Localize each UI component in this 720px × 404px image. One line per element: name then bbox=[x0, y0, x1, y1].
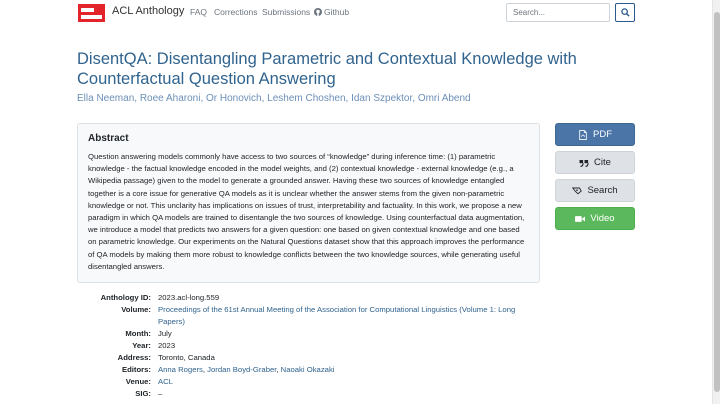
cite-button[interactable] bbox=[555, 151, 635, 174]
detail-value: July bbox=[158, 329, 172, 338]
file-pdf-icon bbox=[578, 130, 588, 140]
author-separator: , bbox=[200, 93, 206, 104]
author-separator: , bbox=[261, 93, 268, 104]
search-icon bbox=[572, 186, 582, 196]
venue-link[interactable]: ACL bbox=[158, 377, 173, 386]
author-separator: , bbox=[134, 93, 140, 104]
detail-value bbox=[158, 376, 518, 388]
detail-row-volume bbox=[77, 304, 537, 328]
detail-row-year bbox=[77, 340, 537, 352]
volume-link[interactable]: Proceedings of the 61st Annual Meeting of the Association for Computational Linguistics (Volume 1: Long Papers) bbox=[158, 305, 516, 326]
detail-row-month bbox=[77, 328, 537, 340]
editor-link[interactable]: Jordan Boyd-Graber bbox=[207, 365, 277, 374]
top-navbar bbox=[0, 0, 712, 26]
search-input[interactable] bbox=[506, 3, 610, 22]
author-link[interactable]: Leshem Choshen bbox=[267, 93, 346, 104]
paper-title: DisentQA: Disentangling Parametric and Contextual Knowledge with Counterfactual Question Answering bbox=[77, 50, 577, 88]
detail-value bbox=[158, 364, 518, 376]
search-button[interactable] bbox=[615, 3, 635, 22]
editor-link[interactable]: Anna Rogers bbox=[158, 365, 203, 374]
acl-logo-icon[interactable] bbox=[78, 4, 105, 22]
paper-details bbox=[77, 292, 537, 400]
github-icon bbox=[314, 8, 322, 16]
page-scrollbar[interactable] bbox=[712, 0, 720, 404]
detail-row-anthology-id bbox=[77, 292, 537, 304]
quote-icon bbox=[579, 158, 589, 168]
author-link[interactable]: Idan Szpektor bbox=[351, 93, 413, 104]
nav-link-corrections[interactable]: Corrections bbox=[214, 7, 258, 17]
detail-row-sig bbox=[77, 388, 537, 400]
author-separator: , bbox=[345, 93, 352, 104]
author-separator: , bbox=[412, 93, 418, 104]
pdf-button[interactable] bbox=[555, 123, 635, 146]
abstract-text: Question answering models commonly have access to two sources of “knowledge” during inference time: (1) parametric knowledge - the factual knowledge encoded in the model weights, and (2) contextual knowledge - external knowledge (e.g., a Wikipedia passage) given to the model to generate a grounded answer. Having these two sources of knowledge entangled together is a core issue for generative QA models as it is unclear whether the answer stems from the given non-parametric knowledge or not. This unclarity has implications on issues of trust, interpretability and factuality. In this work, we propose a new paradigm in which QA models are trained to disentangle the two sources of knowledge. Using counterfactual data augmentation, we introduce a model that predicts two answers for a given question: one based on given contextual knowledge and one based on parametric knowledge. Our experiments on the Natural Questions dataset show that this approach improves the performance of QA models by making them more robust to knowledge conflicts between the two knowledge sources, while generating useful disentangled answers. bbox=[88, 152, 525, 271]
detail-row-venue bbox=[77, 376, 537, 388]
video-camera-icon bbox=[575, 214, 585, 224]
search-icon bbox=[621, 8, 630, 17]
abstract-card bbox=[77, 123, 540, 283]
detail-label: Venue: bbox=[125, 377, 151, 386]
abstract-heading: Abstract bbox=[88, 133, 129, 144]
video-button-label: Video bbox=[590, 213, 615, 224]
editor-separator: , bbox=[276, 365, 281, 374]
author-link[interactable]: Or Honovich bbox=[206, 93, 262, 104]
detail-value: – bbox=[158, 389, 163, 398]
author-link[interactable]: Omri Abend bbox=[417, 93, 471, 104]
cite-button-label: Cite bbox=[594, 157, 611, 168]
author-link[interactable]: Roee Aharoni bbox=[139, 93, 201, 104]
search-button-label: Search bbox=[587, 185, 618, 196]
editor-separator: , bbox=[202, 365, 208, 374]
nav-link-github-label: Github bbox=[324, 7, 350, 17]
detail-row-address bbox=[77, 352, 537, 364]
brand-name[interactable]: ACL Anthology bbox=[112, 5, 185, 17]
detail-row-editors bbox=[77, 364, 537, 376]
detail-value: Toronto, Canada bbox=[158, 353, 215, 362]
pdf-button-label: PDF bbox=[593, 129, 612, 140]
detail-value: 2023.acl-long.559 bbox=[158, 293, 220, 302]
search-paper-button[interactable] bbox=[555, 179, 635, 202]
editor-link[interactable]: Naoaki Okazaki bbox=[280, 365, 335, 374]
detail-label: Address: bbox=[117, 353, 151, 362]
author-link[interactable]: Ella Neeman bbox=[77, 93, 135, 104]
video-button[interactable] bbox=[555, 207, 635, 230]
nav-link-faq[interactable]: FAQ bbox=[190, 7, 208, 17]
detail-value bbox=[158, 304, 518, 328]
author-list bbox=[77, 93, 471, 104]
detail-label: Volume: bbox=[121, 305, 151, 314]
detail-label: Editors: bbox=[121, 365, 151, 374]
nav-link-github[interactable] bbox=[314, 7, 349, 17]
detail-value: 2023 bbox=[158, 341, 176, 350]
detail-label: Anthology ID: bbox=[100, 293, 151, 302]
nav-link-submissions[interactable]: Submissions bbox=[262, 7, 311, 17]
detail-label: Year: bbox=[132, 341, 151, 350]
detail-label: SIG: bbox=[135, 389, 151, 398]
scrollbar-thumb[interactable] bbox=[714, 12, 720, 392]
detail-label: Month: bbox=[125, 329, 151, 338]
